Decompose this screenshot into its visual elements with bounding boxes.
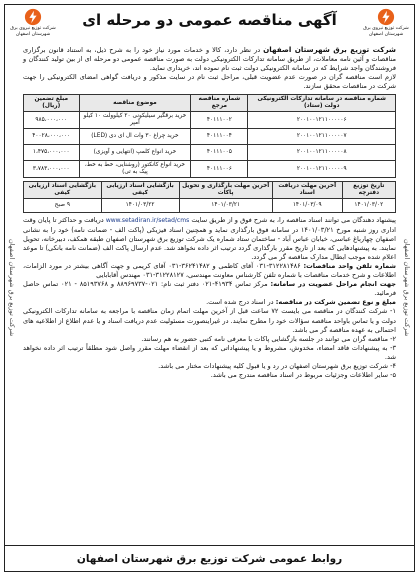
side-caption-right-text: شرکت توزیع برق شهرستان اصفهان [403, 239, 411, 337]
cell-setad-number: ۲۰۰۱۰۰۱۲۱۱۰۰۰۰۰۷ [248, 129, 396, 145]
header-guarantee-amount: مبلغ تضمین (ریال) [24, 95, 80, 112]
table-row [24, 145, 396, 161]
tender-table [23, 94, 396, 178]
intro-paragraph [23, 45, 396, 73]
side-caption-left [5, 45, 19, 531]
lightning-logo-icon [24, 8, 42, 26]
cell-subject: خرید انواع کلمپ (انتهایی و آویزی) [79, 145, 191, 161]
header-document-deadline: آخرین مهلت دریافت اسناد [272, 182, 342, 199]
support-paragraph [23, 280, 396, 298]
cell-subject: خرید چراغ ۳۰ وات ال ای دی (LED) [79, 129, 191, 145]
intro-text-2: لازم است مناقصه گران در صورت عدم عضویت قبلی، مراحل ثبت نام در سایت مذکور و دریافت گواهی امضای الکترونیکی را جهت شرکت در مناقصات محقق سازند. [23, 73, 396, 91]
header-setad-number: شماره مناقصه در سامانه تدارکات الکترونیکی دولت (ستاد) [248, 95, 396, 112]
note-item: ۲- مناقصه گران می توانند در جلسه بازگشایی پاکات با معرفی نامه کتبی حضور به هم رسانند. [141, 334, 396, 343]
header-opening-time: بازگشایی اسناد ارزیابی کیفی [24, 182, 102, 199]
cell-document-deadline: ۱۴۰۱/۰۳/۰۹ [272, 199, 342, 213]
header-distribution-date: تاریخ توزیع دفترچه [342, 182, 395, 199]
schedule-table-header [24, 182, 396, 199]
table-row [24, 199, 396, 213]
table-row [24, 112, 396, 129]
guarantee-text: در اسناد درج شده است. [206, 298, 274, 307]
tender-table-header [24, 95, 396, 112]
cell-guarantee: ۹۸۵،۰۰۰،۰۰۰ [24, 112, 80, 129]
advertisement-body [23, 45, 396, 380]
contact-paragraph [23, 262, 396, 280]
logo-text-left: شرکت توزیع نیروی برق شهرستان اصفهان [10, 26, 56, 37]
lightning-logo-icon [377, 8, 395, 26]
cell-opening-time: ۹ صبح [24, 199, 102, 213]
cell-opening-date: ۱۴۰۱/۰۳/۲۲ [101, 199, 179, 213]
cell-subject: خرید انواع کانکتور (روشنایی، خط به خط، پیک به تی) [79, 161, 191, 178]
submission-paragraph [23, 216, 396, 261]
note-item: ۵- سایر اطلاعات وجزئیات مربوط در اسناد مناقصه مندرج می باشد. [210, 371, 396, 380]
note-item: ۴- شرکت توزیع برق شهرستان اصفهان در رد و یا قبول کلیه پیشنهادات مختار می باشد. [158, 361, 396, 370]
submission-text-a: پیشنهاد دهندگان می توانند اسناد مناقصه را، به شرح فوق و از طریق سایت [191, 216, 396, 225]
footer [5, 545, 414, 571]
note-item: ۱- شرکت کنندگان در مناقصه می بایست ۷۲ ساعت قبل از آخرین مهلت اتمام زمان مناقصه با مراجعه به سامانه تدارکات الکترونیکی دولت و یا تماس باواحد مناقصه سؤالات خود را مطرح نمایند. در غیراینصورت مسئولیت عدم دریافت اسناد و یا عدم اطلاع از اطلاعیه های احتمالی به عهده مناقصه گر می باشد. [23, 307, 396, 334]
submission-text-b: دریافت و حداکثر تا پایان وقت اداری روز شنبه مورخ ۱۴۰۱/۰۳/۲۱ در سامانه فوق بارگذاری نماید و همچنین اسناد فیزیکی (پاکت الف - ضمانت نامه) خود را به نشانی اصفهان چهارباغ عباسی، خیابان عباس آباد - ساختمان ستاد شماره یک شرکت توزیع برق شهرستان اصفهان طبقه همکف، دبیرخانه، تحویل نمایند. به پیشنهادهایی که بعد از تاریخ مقرر بارگذاری گردد ترتیب اثر داده نخواهد شد. عدم ارسال پاکت الف (ضمانت نامه بانکی) تا موعد اعلام شده موجب ابطال مدارک مناقصه گر می گردد. [23, 216, 396, 261]
cell-reference-number: ۴۰۱۱۱۰۰۲ [191, 112, 248, 129]
cell-subject: خرید برقگیر سیلیکونی ۲۰ کیلوولت ۱۰ کیلو آمپر [79, 112, 191, 129]
cell-guarantee: ۱،۴۷۵،۰۰۰،۰۰۰ [24, 145, 80, 161]
footer-text: روابط عمومی شرکت توزیع برق شهرستان اصفهان [76, 552, 343, 565]
cell-distribution-date: ۱۴۰۱/۰۳/۰۲ [342, 199, 395, 213]
page-title: آگهی مناقصه عمومی دو مرحله ای [82, 11, 337, 29]
advertisement-frame [4, 4, 415, 572]
cell-guarantee: ۴۰۰۲۸،۰۰۰،۰۰۰ [24, 129, 80, 145]
logo-text-right: شرکت توزیع نیروی برق شهرستان اصفهان [363, 26, 409, 37]
header [5, 5, 414, 43]
setad-website-link[interactable]: www.setadiran.ir/setad/cms [105, 217, 190, 225]
organization-name: شرکت توزیع برق شهرستان اصفهان [263, 45, 396, 54]
cell-reference-number: ۴۰۱۱۱۰۰۴ [191, 129, 248, 145]
side-caption-right [400, 45, 414, 531]
cell-reference-number: ۴۰۱۱۱۰۰۵ [191, 145, 248, 161]
support-title: جهت انجام مراحل عضویت در سامانه: [270, 280, 396, 289]
table-row [24, 129, 396, 145]
intro-text: در نظر دارد، کالا و خدمات مورد نیاز خود را به شرح ذیل، به استناد قانون برگزاری مناقصات و آئین نامه معاملات، از طریق سامانه تدارکات الکترونیکی دولت به صورت مناقصه عمومی دو مرحله ای از بین تولید کنندگان و فروشندگان واجد شرایط که در سامانه الکترونیکی دولت ثبت نام نموده اند، خریداری نماید. [23, 46, 396, 73]
table-row [24, 161, 396, 178]
company-logo-right [362, 8, 410, 37]
header-reference-number: شماره مناقصه مرجع [191, 95, 248, 112]
header-subject: موضوع مناقصه [79, 95, 191, 112]
cell-reference-number: ۴۰۱۱۱۰۰۶ [191, 161, 248, 178]
cell-setad-number: ۲۰۰۱۰۰۱۲۱۱۰۰۰۰۰۹ [248, 161, 396, 178]
company-logo-left [9, 8, 57, 37]
cell-setad-number: ۲۰۰۱۰۰۱۲۱۱۰۰۰۰۰۸ [248, 145, 396, 161]
cell-upload-deadline: ۱۴۰۱/۰۳/۲۱ [179, 199, 272, 213]
schedule-table [23, 181, 396, 213]
guarantee-title: مبلغ و نوع تضمین شرکت در مناقصه: [275, 298, 396, 307]
side-caption-left-text: شرکت توزیع برق شهرستان اصفهان [8, 239, 16, 337]
note-item: ۳- به پیشنهادات فاقد امضاء، مخدوش، مشروط و یا پیشنهاداتی که بعد از انقضاء مهلت مقرر واصل شود مطلقاً ترتیب اثر داده نخواهد شد. [23, 343, 396, 361]
contact-title: شماره تلفن واحد مناقصات: [303, 261, 396, 270]
contact-text: ۳۱۲۲۸۱۴۸۶-۰۳۱ آقای کاظمی و ۳۶۲۴۱۴۸۲-۰۳۱ آقای کریمی و جهت آگاهی بیشتر در مورد الزامات، اطلاعات و شرح خدمات مناقصات با شماره تلفن کارشناس معاونت مهندسی، ۳۱۲۲۸۱۲۷-۰۳۱ مهندس آقابابایی [23, 261, 396, 280]
header-upload-deadline: آخرین مهلت بارگذاری و تحویل پاکات [179, 182, 272, 199]
cell-setad-number: ۲۰۰۱۰۰۱۲۱۱۰۰۰۰۰۶ [248, 112, 396, 129]
cell-guarantee: ۳،۷۸۳،۰۰۰،۰۰۰ [24, 161, 80, 178]
support-text: مرکز تماس ۴۱۹۳۴-۰۲۱ دفتر ثبت نام: ۰۲۱-۸۸۹۶۹۷۳۷ و ۸۵۱۹۳۷۶۸ - ۰۲۱ تماس حاصل فرمائید. [23, 280, 396, 298]
header-opening-date: بازگشایی اسناد ارزیابی کیفی [101, 182, 179, 199]
